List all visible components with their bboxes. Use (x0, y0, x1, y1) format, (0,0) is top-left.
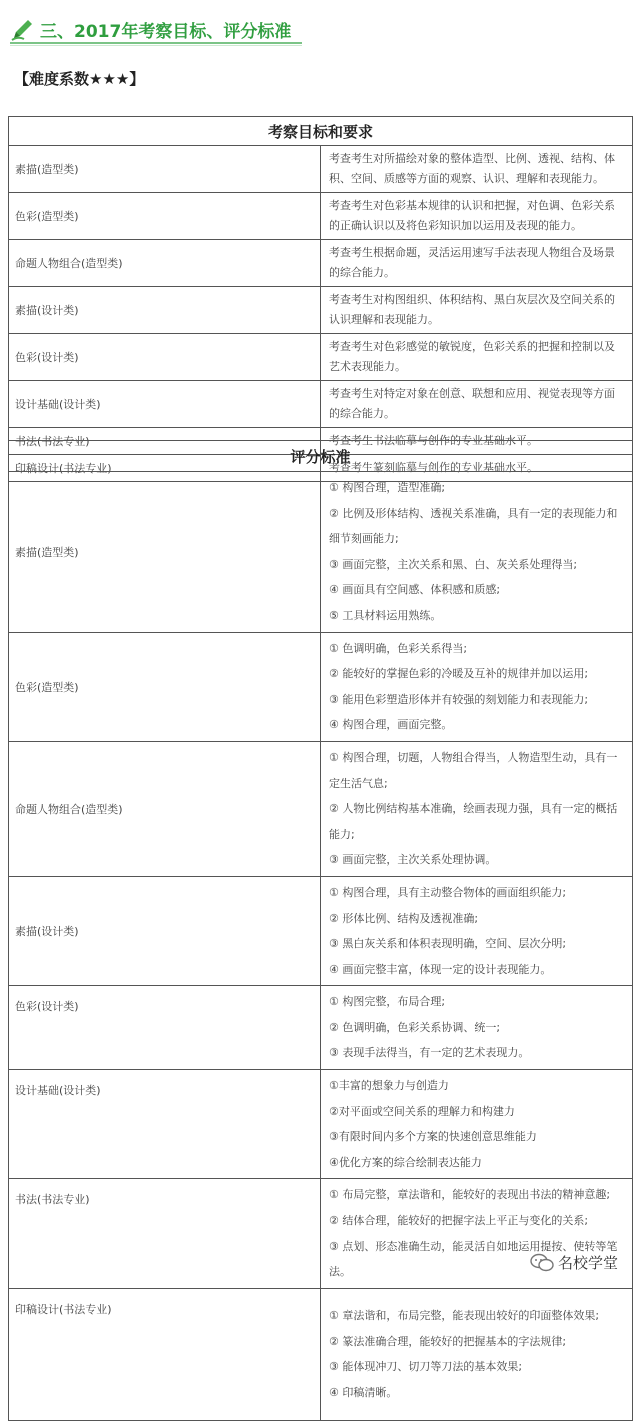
goals-requirement: 考查考生对所描绘对象的整体造型、比例、透视、结构、体积、空间、质感等方面的观察、认识、理解和表现能力。 (321, 146, 633, 193)
goals-category: 设计基础(设计类) (9, 381, 321, 428)
goals-requirement: 考查考生书法临摹与创作的专业基础水平。 (321, 428, 633, 455)
criterion-item: ③ 能用色彩塑造形体并有较强的刻划能力和表现能力; (329, 692, 589, 706)
goals-requirement: 考查考生篆刻临摹与创作的专业基础水平。 (321, 455, 633, 482)
criterion-item: ① 色调明确，色彩关系得当; (329, 641, 468, 655)
criterion-item: ③ 画面完整，主次关系处理协调。 (329, 853, 497, 867)
scoring-criteria-cell (321, 1070, 633, 1179)
scoring-row (9, 632, 633, 741)
goals-category: 素描(设计类) (9, 287, 321, 334)
section-header (10, 14, 291, 44)
scoring-category: 书法(书法专业) (9, 1179, 321, 1288)
criterion-item: ①丰富的想象力与创造力 (329, 1079, 449, 1093)
scoring-criteria-cell (321, 472, 633, 633)
goals-requirement: 考查考生对构图组织、体积结构、黑白灰层次及空间关系的认识理解和表现能力。 (321, 287, 633, 334)
scoring-row (9, 1070, 633, 1179)
criterion-item: ① 构图合理，具有主动整合物体的画面组织能力; (329, 885, 567, 899)
criterion-item: ② 篆法准确合理，能较好的把握基本的字法规律; (329, 1334, 567, 1348)
header-underline (10, 42, 302, 44)
criterion-item: ③ 表现手法得当，有一定的艺术表现力。 (329, 1046, 530, 1060)
goals-requirement: 考查考生对特定对象在创意、联想和应用、视觉表现等方面的综合能力。 (321, 381, 633, 428)
goals-requirement: 考查考生对色彩基本规律的认识和把握，对色调、色彩关系的正确认识以及将色彩知识加以运用及表现的能力。 (321, 193, 633, 240)
scoring-category: 色彩(设计类) (9, 986, 321, 1070)
criterion-item: ③有限时间内多个方案的快速创意思维能力 (329, 1130, 537, 1144)
section-title: 三、2017年考察目标、评分标准 (40, 21, 292, 42)
criterion-item: ③ 点划、形态准确生动，能灵活自如地运用提按、使转等笔法。 (329, 1239, 618, 1279)
goals-row (9, 240, 633, 287)
criterion-item: ④ 画面具有空间感、体积感和质感; (329, 583, 501, 597)
goals-row (9, 381, 633, 428)
criterion-item: ⑤ 工具材料运用熟练。 (329, 608, 442, 622)
criterion-item: ② 结体合理，能较好的把握字法上平正与变化的关系; (329, 1214, 589, 1228)
criterion-item: ② 能较好的掌握色彩的冷暖及互补的规律并加以运用; (329, 667, 589, 681)
scoring-row (9, 741, 633, 876)
scoring-category: 色彩(造型类) (9, 632, 321, 741)
criterion-item: ④ 构图合理，画面完整。 (329, 718, 453, 732)
criterion-item: ① 构图完整，布局合理; (329, 995, 446, 1009)
criterion-item: ① 构图合理，造型准确; (329, 481, 446, 494)
goals-category: 印稿设计(书法专业) (9, 455, 321, 482)
criterion-item: ① 构图合理，切题，人物组合得当，人物造型生动，具有一定生活气息; (329, 750, 618, 790)
scoring-criteria-cell (321, 632, 633, 741)
goals-category: 色彩(设计类) (9, 334, 321, 381)
scoring-table-title: 评分标准 (9, 441, 633, 472)
goals-category: 命题人物组合(造型类) (9, 240, 321, 287)
criterion-item: ② 比例及形体结构、透视关系准确，具有一定的表现能力和细节刻画能力; (329, 506, 618, 546)
goals-row (9, 287, 633, 334)
goals-row (9, 334, 633, 381)
criterion-item: ②对平面或空间关系的理解力和构建力 (329, 1104, 515, 1118)
criterion-item: ① 章法谐和，布局完整，能表现出较好的印面整体效果; (329, 1309, 600, 1323)
goals-row (9, 146, 633, 193)
criterion-item: ① 布局完整，章法谐和，能较好的表现出书法的精神意趣; (329, 1188, 611, 1202)
scoring-category: 命题人物组合(造型类) (9, 741, 321, 876)
criterion-item: ② 色调明确，色彩关系协调、统一; (329, 1020, 501, 1034)
criterion-item: ② 形体比例、结构及透视准确; (329, 911, 479, 925)
criterion-item: ④ 印稿清晰。 (329, 1385, 398, 1399)
goals-requirement: 考查考生根据命题，灵活运用速写手法表现人物组合及场景的综合能力。 (321, 240, 633, 287)
scoring-criteria-cell (321, 876, 633, 985)
goals-table (8, 116, 633, 482)
goals-row (9, 193, 633, 240)
scoring-criteria-cell (321, 1288, 633, 1420)
scoring-row (9, 986, 633, 1070)
difficulty-label: 【难度系数★★★】 (14, 70, 145, 88)
criterion-item: ③ 能体现冲刀、切刀等刀法的基本效果; (329, 1360, 523, 1374)
goals-category: 素描(造型类) (9, 146, 321, 193)
scoring-category: 素描(设计类) (9, 876, 321, 985)
goals-category: 色彩(造型类) (9, 193, 321, 240)
scoring-category: 素描(造型类) (9, 472, 321, 633)
wechat-icon (530, 1253, 554, 1273)
goals-table-title: 考察目标和要求 (9, 117, 633, 146)
watermark (530, 1252, 618, 1273)
scoring-row (9, 1288, 633, 1420)
goals-requirement: 考查考生对色彩感觉的敏锐度，色彩关系的把握和控制以及艺术表现能力。 (321, 334, 633, 381)
criterion-item: ② 人物比例结构基本准确，绘画表现力强，具有一定的概括能力; (329, 802, 618, 841)
scoring-category: 设计基础(设计类) (9, 1070, 321, 1179)
goals-category: 书法(书法专业) (9, 428, 321, 455)
scoring-row (9, 472, 633, 633)
criterion-item: ④优化方案的综合绘制表达能力 (329, 1155, 482, 1169)
scoring-category: 印稿设计(书法专业) (9, 1288, 321, 1420)
pen-icon (10, 16, 36, 42)
criterion-item: ④ 画面完整丰富，体现一定的设计表现能力。 (329, 962, 552, 976)
scoring-table (8, 440, 633, 1421)
scoring-row (9, 876, 633, 985)
scoring-criteria-cell (321, 741, 633, 876)
criterion-item: ③ 黑白灰关系和体积表现明确，空间、层次分明; (329, 937, 567, 951)
criterion-item: ③ 画面完整，主次关系和黑、白、灰关系处理得当; (329, 557, 578, 571)
watermark-text: 名校学堂 (558, 1254, 619, 1272)
scoring-criteria-cell (321, 986, 633, 1070)
